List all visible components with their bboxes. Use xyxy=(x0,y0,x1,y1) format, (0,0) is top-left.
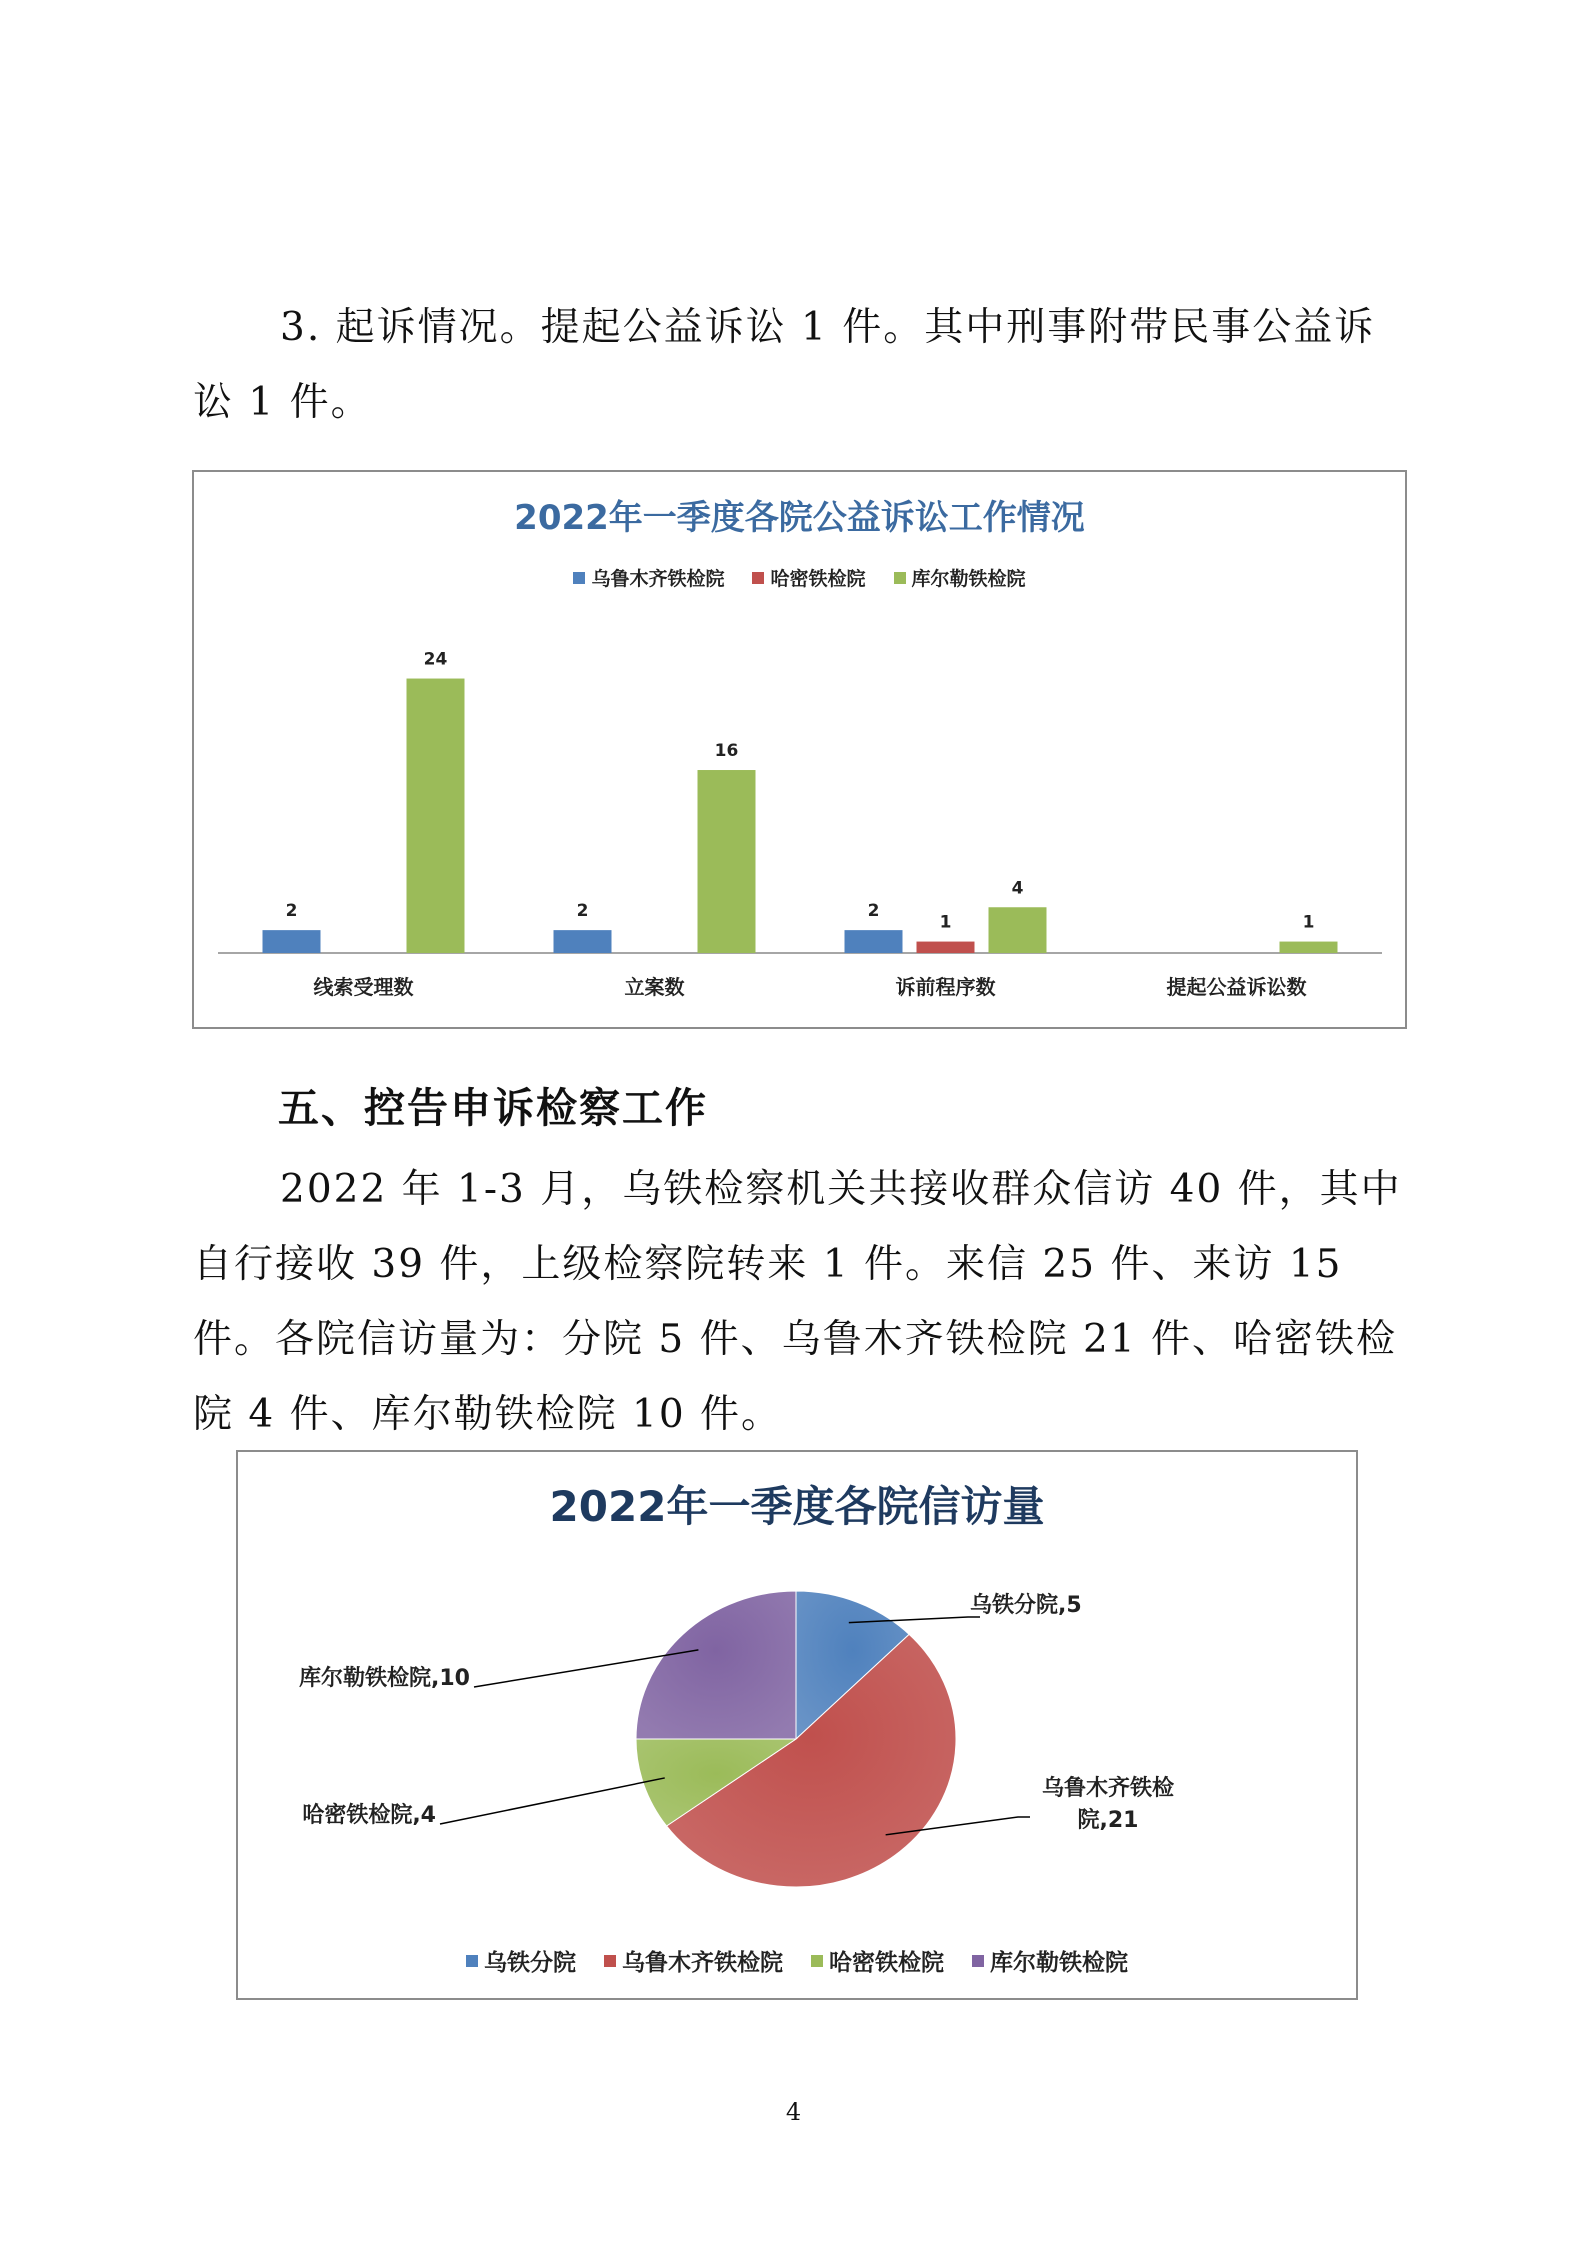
bar-0-2 xyxy=(407,679,465,953)
pie-chart-title: 2022年一季度各院信访量 xyxy=(549,1482,1045,1531)
bar-legend-label-1: 哈密铁检院 xyxy=(770,568,866,590)
paragraph-prosecution: 3. 起诉情况。提起公益诉讼 1 件。其中刑事附带民事公益诉讼 1 件。 xyxy=(193,305,1376,425)
pie-slice-3 xyxy=(636,1591,796,1739)
pie-legend-swatch-1 xyxy=(604,1955,616,1967)
bar-2-2 xyxy=(989,907,1047,953)
pie-legend-swatch-0 xyxy=(466,1955,478,1967)
bar-2-1 xyxy=(917,942,975,953)
bar-3-2 xyxy=(1280,942,1338,953)
bar-category-label-0: 线索受理数 xyxy=(313,975,414,999)
pie-leader-line-2 xyxy=(440,1778,665,1824)
pie-legend-item-3 xyxy=(972,1944,1128,1977)
bar-data-label-0-2: 24 xyxy=(423,649,448,670)
pie-legend-item-2 xyxy=(811,1944,944,1977)
bar-category-label-1: 立案数 xyxy=(624,975,685,999)
public-interest-bar-chart xyxy=(192,470,1407,1029)
pie-legend-label-0: 乌铁分院 xyxy=(484,1950,576,1976)
paragraph-petitions: 2022 年 1-3 月，乌铁检察机关共接收群众信访 40 件，其中自行接收 39 件，上级检察院转来 1 件。来信 25 件、来访 15 件。各院信访量为：分院 5 件、乌鲁木齐铁检院 21 件、哈密铁检院 4 件、库尔勒铁检院 10 件。 xyxy=(193,1167,1402,1437)
bar-legend-label-0: 乌鲁木齐铁检院 xyxy=(591,568,725,590)
bar-data-label-2-2: 4 xyxy=(1011,878,1024,899)
section-heading: 五、控告申诉检察工作 xyxy=(278,1084,708,1132)
bar-data-label-1-2: 16 xyxy=(714,741,739,762)
pie-data-label-1: 乌鲁木齐铁检院,21 xyxy=(1041,1776,1175,1833)
bar-chart-plot xyxy=(194,472,1405,1027)
pie-legend-label-2: 哈密铁检院 xyxy=(829,1950,944,1976)
page-number: 4 xyxy=(785,2098,802,2126)
bar-0-0 xyxy=(263,930,321,953)
pie-legend-label-3: 库尔勒铁检院 xyxy=(990,1950,1128,1976)
bar-legend-label-2: 库尔勒铁检院 xyxy=(911,568,1026,590)
pie-chart-legend xyxy=(238,1944,1356,1977)
bar-data-label-1-0: 2 xyxy=(576,901,589,922)
pie-legend-label-1: 乌鲁木齐铁检院 xyxy=(622,1950,783,1976)
bar-data-label-3-2: 1 xyxy=(1302,912,1315,933)
bar-category-label-2: 诉前程序数 xyxy=(895,975,996,999)
pie-data-label-2: 哈密铁检院,4 xyxy=(302,1803,436,1828)
petition-pie-chart xyxy=(236,1450,1358,2000)
bar-1-0 xyxy=(554,930,612,953)
bar-data-label-0-0: 2 xyxy=(285,901,298,922)
pie-chart-plot xyxy=(238,1452,1356,1998)
bar-2-0 xyxy=(845,930,903,953)
bar-data-label-2-1: 1 xyxy=(939,912,952,933)
pie-legend-swatch-2 xyxy=(811,1955,823,1967)
pie-legend-swatch-3 xyxy=(972,1955,984,1967)
bar-chart-title: 2022年一季度各院公益诉讼工作情况 xyxy=(514,498,1085,538)
pie-legend-item-0 xyxy=(466,1944,576,1977)
pie-data-label-3: 库尔勒铁检院,10 xyxy=(299,1666,470,1691)
bar-1-2 xyxy=(698,770,756,953)
pie-data-label-0: 乌铁分院,5 xyxy=(970,1593,1082,1618)
bar-data-label-2-0: 2 xyxy=(867,901,880,922)
pie-legend-item-1 xyxy=(604,1944,783,1977)
bar-category-label-3: 提起公益诉讼数 xyxy=(1166,975,1307,999)
